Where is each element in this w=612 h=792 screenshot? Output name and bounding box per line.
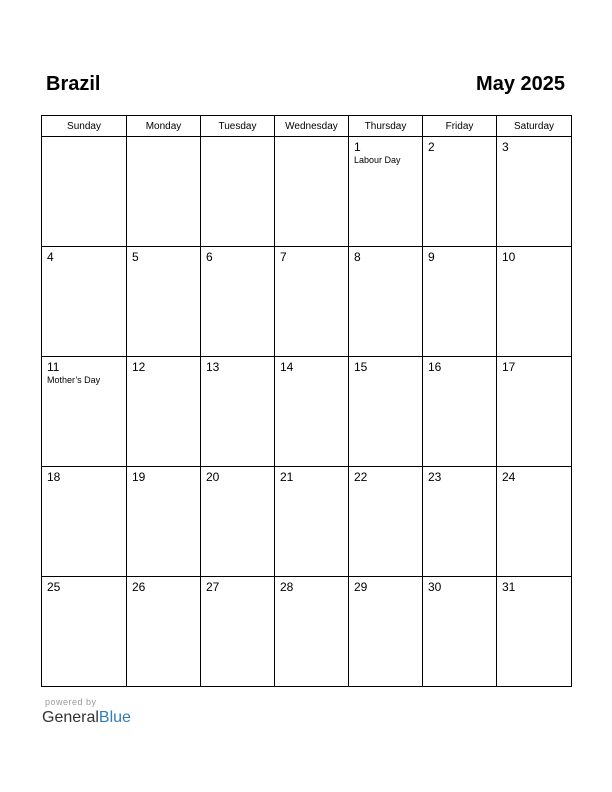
week-row <box>42 577 572 687</box>
week-row <box>42 137 572 247</box>
month-year-title: May 2025 <box>476 73 565 95</box>
holiday-label <box>275 374 348 375</box>
day-cell <box>127 247 201 357</box>
day-number: 14 <box>280 360 294 374</box>
holiday-label <box>201 594 274 595</box>
day-number: 23 <box>428 470 442 484</box>
day-cell <box>275 137 349 247</box>
holiday-label <box>275 484 348 485</box>
holiday-label <box>423 594 496 595</box>
weekday-header-sunday: Sunday <box>42 116 127 137</box>
holiday-label <box>497 154 571 155</box>
day-number: 12 <box>132 360 146 374</box>
holiday-label <box>349 594 422 595</box>
holiday-label <box>497 264 571 265</box>
holiday-label <box>497 594 571 595</box>
holiday-label <box>423 484 496 485</box>
day-cell <box>42 247 127 357</box>
weekday-header-wednesday: Wednesday <box>275 116 349 137</box>
day-cell <box>497 467 572 577</box>
day-cell <box>42 467 127 577</box>
day-number: 6 <box>206 250 213 264</box>
day-cell <box>349 137 423 247</box>
day-cell <box>42 357 127 467</box>
day-number: 16 <box>428 360 442 374</box>
holiday-label <box>127 140 200 141</box>
logo-blue-text: Blue <box>98 709 131 726</box>
day-number: 15 <box>354 360 368 374</box>
day-cell <box>42 577 127 687</box>
holiday-label <box>42 264 126 265</box>
day-cell <box>349 247 423 357</box>
day-number: 3 <box>502 140 509 154</box>
holiday-label <box>42 594 126 595</box>
day-cell <box>497 577 572 687</box>
holiday-label <box>497 374 571 375</box>
country-title: Brazil <box>46 73 101 95</box>
day-cell <box>127 357 201 467</box>
holiday-label <box>201 140 274 141</box>
day-number: 11 <box>47 360 60 374</box>
day-cell <box>275 247 349 357</box>
day-number: 22 <box>354 470 368 484</box>
day-cell <box>349 467 423 577</box>
day-cell <box>42 137 127 247</box>
weekday-header-friday: Friday <box>423 116 497 137</box>
day-number: 7 <box>280 250 287 264</box>
day-number: 20 <box>206 470 220 484</box>
holiday-label <box>497 484 571 485</box>
day-cell <box>201 137 275 247</box>
day-number: 19 <box>132 470 146 484</box>
day-number: 13 <box>206 360 220 374</box>
day-cell <box>349 577 423 687</box>
holiday-label <box>127 264 200 265</box>
day-cell <box>201 467 275 577</box>
day-cell <box>497 137 572 247</box>
day-number: 2 <box>428 140 435 154</box>
week-row <box>42 467 572 577</box>
holiday-label <box>42 140 126 141</box>
day-cell <box>423 467 497 577</box>
holiday-label <box>42 484 126 485</box>
logo-general-text: General <box>42 709 99 726</box>
holiday-label <box>349 374 422 375</box>
holiday-label: Mother’s Day <box>47 375 101 385</box>
day-number: 18 <box>47 470 61 484</box>
day-cell <box>201 357 275 467</box>
day-number: 31 <box>502 580 516 594</box>
holiday-label <box>275 594 348 595</box>
week-row <box>42 247 572 357</box>
day-cell <box>275 467 349 577</box>
holiday-label <box>127 594 200 595</box>
holiday-label <box>423 154 496 155</box>
day-cell <box>423 247 497 357</box>
holiday-label <box>127 374 200 375</box>
day-cell <box>201 247 275 357</box>
weekday-header-row <box>42 116 572 137</box>
day-cell <box>275 357 349 467</box>
day-number: 29 <box>354 580 368 594</box>
powered-by-text: powered by <box>45 697 97 707</box>
day-number: 1 <box>354 140 361 154</box>
day-cell <box>201 577 275 687</box>
weekday-header-tuesday: Tuesday <box>201 116 275 137</box>
day-number: 9 <box>428 250 435 264</box>
day-number: 4 <box>47 250 54 264</box>
day-number: 24 <box>502 470 516 484</box>
day-number: 25 <box>47 580 61 594</box>
day-number: 28 <box>280 580 294 594</box>
day-number: 10 <box>502 250 516 264</box>
day-cell <box>127 137 201 247</box>
weekday-header-saturday: Saturday <box>497 116 572 137</box>
day-cell <box>497 247 572 357</box>
holiday-label <box>423 374 496 375</box>
day-number: 8 <box>354 250 361 264</box>
day-cell <box>275 577 349 687</box>
holiday-label <box>201 374 274 375</box>
holiday-label <box>349 484 422 485</box>
day-cell <box>127 467 201 577</box>
holiday-label: Labour Day <box>354 155 401 165</box>
holiday-label <box>275 140 348 141</box>
holiday-label <box>275 264 348 265</box>
day-cell <box>349 357 423 467</box>
day-cell <box>423 137 497 247</box>
day-number: 30 <box>428 580 442 594</box>
holiday-label <box>349 264 422 265</box>
holiday-label <box>201 264 274 265</box>
day-number: 27 <box>206 580 220 594</box>
weekday-header-thursday: Thursday <box>349 116 423 137</box>
day-cell <box>423 357 497 467</box>
generalblue-logo[interactable] <box>42 708 131 728</box>
weekday-header-monday: Monday <box>127 116 201 137</box>
day-number: 5 <box>132 250 139 264</box>
day-cell <box>423 577 497 687</box>
day-cell <box>497 357 572 467</box>
day-cell <box>127 577 201 687</box>
holiday-label <box>127 484 200 485</box>
calendar-grid <box>41 115 572 687</box>
holiday-label <box>201 484 274 485</box>
week-row <box>42 357 572 467</box>
day-number: 21 <box>280 470 294 484</box>
holiday-label <box>423 264 496 265</box>
day-number: 17 <box>502 360 516 374</box>
day-number: 26 <box>132 580 146 594</box>
